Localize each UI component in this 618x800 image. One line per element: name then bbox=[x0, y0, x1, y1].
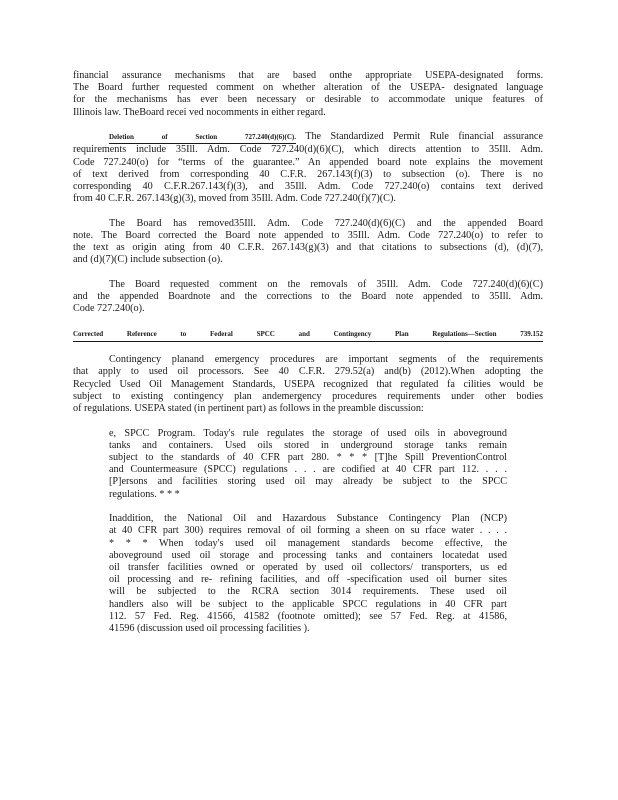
text-line: at 40 CFR part 300) requires removal of oil forming a sheen on su rface water . . . . bbox=[109, 525, 507, 537]
heading-word: Corrected bbox=[73, 330, 104, 339]
text-line: Code 727.240(o). bbox=[73, 303, 145, 315]
text-line: oil processing and re- refining facilities, and off -specification used oil burner sites bbox=[109, 574, 507, 586]
heading-word: of bbox=[161, 133, 168, 142]
heading-word: Plan bbox=[395, 330, 409, 339]
heading-word: 739.152 bbox=[520, 330, 543, 339]
block-quote-spcc bbox=[109, 428, 507, 501]
text-line: oil transfer facilities owned or operated by used oil collectors/ transporters, us ed bbox=[109, 562, 507, 574]
text-line: financial assurance mechanisms that are based onthe appropriate USEPA-designated forms. bbox=[73, 70, 543, 81]
heading-word: Deletion bbox=[109, 133, 134, 142]
text-line: Recycled Used Oil Management Standards, USEPA recognized that regulated fa cilities would be bbox=[73, 378, 543, 390]
block-quote-ncp bbox=[109, 513, 507, 635]
text-line: The Board requested comment on the removals of 35Ill. Adm. Code 727.240(d)(6)(C) bbox=[109, 279, 543, 291]
text-line: and Countermeasure (SPCC) regulations . . . are codified at 40 CFR part 112. . . . bbox=[109, 464, 507, 476]
text-line: [P]ersons and facilities storing used oil may already be subject to the SPCC bbox=[109, 476, 507, 488]
heading-word: Section bbox=[195, 133, 218, 142]
paragraph-board-requested bbox=[73, 279, 543, 316]
text-line: regulations. * * * bbox=[109, 488, 180, 500]
text-line: aboveground used oil storage and processing tanks and containers locatedat used bbox=[109, 549, 507, 561]
paragraph-deletion bbox=[73, 131, 543, 205]
text-line: note. The Board corrected the Board note appended to 35Ill. Adm. Code 727.240(o) to refer to bbox=[73, 230, 543, 242]
text-line: Inaddition, the National Oil and Hazardous Substance Contingency Plan (NCP) bbox=[109, 513, 507, 525]
text-line: The Board further requested comment on whether alteration of the USEPA- designated language bbox=[73, 82, 543, 94]
heading-word: Regulations—Section bbox=[432, 330, 497, 339]
text-line: and the appended Boardnote and the corrections to the Board note appended to 35Ill. Adm. bbox=[73, 291, 543, 303]
deletion-first-line bbox=[73, 131, 543, 144]
text-line: of regulations. USEPA stated (in pertinent part) as follows in the preamble discussion: bbox=[73, 403, 424, 415]
text-line: and (d)(7)(C) include subsection (o). bbox=[73, 254, 223, 266]
text-line: requirements include 35Ill. Adm. Code 727.240(d)(6)(C), which directs attention to 35Ill. Adm. bbox=[73, 144, 543, 156]
heading-word: Reference bbox=[126, 330, 157, 339]
text-line: that apply to used oil processors. See 40 C.F.R. 279.52(a) and(b) (2012).When adopting the bbox=[73, 366, 543, 378]
text-line: for the mechanisms has ever been necessary or desirable to accommodate unique features of bbox=[73, 94, 543, 106]
text-line: corresponding 40 C.F.R.267.143(f)(3), and 35Ill. Adm. Code 727.240(o) contains text derived bbox=[73, 181, 543, 193]
text-line: The Standardized Permit Rule financial assurance bbox=[305, 131, 543, 143]
document-page bbox=[73, 70, 543, 648]
heading-word: and bbox=[298, 330, 310, 339]
text-line: Illinois law. TheBoard recei ved nocomments in either regard. bbox=[73, 106, 326, 118]
text-line: 41596 (discussion used oil processing facilities ). bbox=[109, 623, 310, 635]
text-line: subject to existing contingency plan andemergency procedures requirements under other bodies bbox=[73, 390, 543, 402]
text-line: the text as origin ating from 40 C.F.R. 267.143(g)(3) and that citations to subsections (d), (d)(7), bbox=[73, 242, 543, 254]
text-line: subject to the standards of 40 CFR part 280. * * * [T]he Spill PreventionControl bbox=[109, 452, 507, 464]
heading-word: 727.240(d)(6)(C). bbox=[245, 133, 296, 142]
section-heading-spcc bbox=[73, 328, 543, 342]
text-line: tanks and containers. Used oils stored in underground storage tanks remain bbox=[109, 439, 507, 451]
paragraph-board-removed bbox=[73, 218, 543, 267]
heading-word: Contingency bbox=[333, 330, 372, 339]
text-line: of text derived from corresponding 40 C.F.R. 267.143(f)(3) to subsection (o). There is no bbox=[73, 168, 543, 180]
paragraph-financial-assurance bbox=[73, 70, 543, 119]
paragraph-contingency bbox=[73, 354, 543, 415]
text-line: Contingency planand emergency procedures are important segments of the requirements bbox=[109, 354, 543, 366]
heading-word: Federal bbox=[209, 330, 233, 339]
text-line: from 40 C.F.R. 267.143(g)(3), moved from 35Ill. Adm. Code 727.240(f)(7)(C). bbox=[73, 193, 396, 205]
text-line: The Board has removed35Ill. Adm. Code 727.240(d)(6)(C) and the appended Board bbox=[109, 217, 543, 229]
text-line: 112. 57 Fed. Reg. 41566, 41582 (footnote omitted); see 57 Fed. Reg. at 41586, bbox=[109, 610, 507, 622]
heading-word: SPCC bbox=[256, 330, 275, 339]
text-line: will be subjected to the RCRA section 3014 requirements. These used oil bbox=[109, 586, 507, 598]
text-line: handlers also will be subject to the applicable SPCC regulations in 40 CFR part bbox=[109, 598, 507, 610]
deletion-heading bbox=[109, 131, 296, 144]
text-line: Code 727.240(o) for “terms of the guarantee.” An appended board note explains the movement bbox=[73, 156, 543, 168]
text-line: e, SPCC Program. Today's rule regulates the storage of used oils in aboveground bbox=[109, 427, 507, 439]
text-line: * * * When today's used oil management standards become effective, the bbox=[109, 537, 507, 549]
heading-word: to bbox=[180, 330, 187, 339]
